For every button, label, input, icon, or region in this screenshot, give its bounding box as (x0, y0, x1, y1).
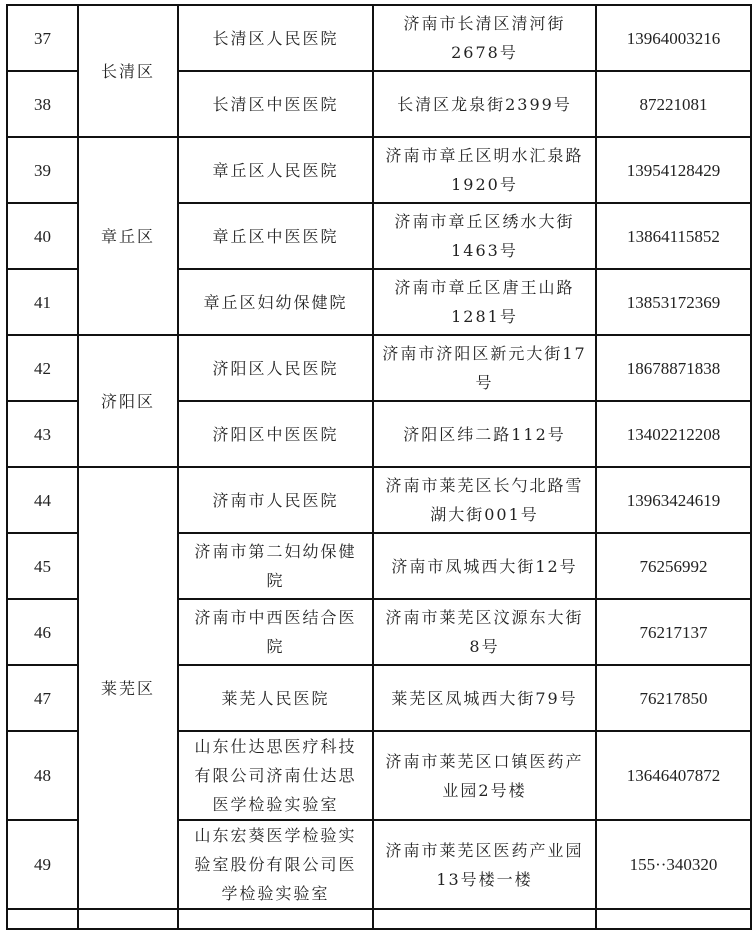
hospital-phone: 76217850 (596, 665, 751, 731)
district-cell: 济阳区 (78, 335, 178, 467)
hospital-address: 济南市济阳区新元大街17号 (373, 335, 596, 401)
empty-cell (7, 909, 78, 929)
row-number: 49 (7, 820, 78, 909)
row-number: 37 (7, 5, 78, 71)
table-row-partial (7, 909, 751, 929)
hospital-phone: 18678871838 (596, 335, 751, 401)
hospital-address: 济阳区纬二路112号 (373, 401, 596, 467)
district-cell: 长清区 (78, 5, 178, 137)
district-cell: 章丘区 (78, 137, 178, 335)
hospital-address: 济南市莱芜区汶源东大街8号 (373, 599, 596, 665)
hospital-name: 济阳区中医医院 (178, 401, 373, 467)
hospital-address: 济南市章丘区唐王山路1281号 (373, 269, 596, 335)
table-row (7, 467, 751, 533)
hospital-address: 济南市莱芜区医药产业园13号楼一楼 (373, 820, 596, 909)
hospital-name: 济南市中西医结合医院 (178, 599, 373, 665)
hospital-name: 山东仕达思医疗科技有限公司济南仕达思医学检验实验室 (178, 731, 373, 820)
hospital-table (6, 4, 752, 930)
empty-cell (178, 909, 373, 929)
hospital-phone: 13963424619 (596, 467, 751, 533)
hospital-name: 山东宏葵医学检验实验室股份有限公司医学检验实验室 (178, 820, 373, 909)
hospital-phone: 13402212208 (596, 401, 751, 467)
hospital-address: 长清区龙泉街2399号 (373, 71, 596, 137)
row-number: 41 (7, 269, 78, 335)
hospital-name: 章丘区中医医院 (178, 203, 373, 269)
hospital-phone: 13954128429 (596, 137, 751, 203)
table-row (7, 137, 751, 203)
hospital-phone: 155··340320 (596, 820, 751, 909)
district-cell: 莱芜区 (78, 467, 178, 909)
hospital-name: 济阳区人民医院 (178, 335, 373, 401)
row-number: 45 (7, 533, 78, 599)
row-number: 43 (7, 401, 78, 467)
row-number: 46 (7, 599, 78, 665)
hospital-phone: 76256992 (596, 533, 751, 599)
empty-cell (596, 909, 751, 929)
hospital-phone: 13864115852 (596, 203, 751, 269)
hospital-name: 莱芜人民医院 (178, 665, 373, 731)
hospital-name: 长清区人民医院 (178, 5, 373, 71)
row-number: 44 (7, 467, 78, 533)
table-row (7, 5, 751, 71)
hospital-address: 济南市凤城西大街12号 (373, 533, 596, 599)
hospital-address: 济南市章丘区绣水大街1463号 (373, 203, 596, 269)
hospital-name: 章丘区妇幼保健院 (178, 269, 373, 335)
hospital-address: 济南市长清区清河街2678号 (373, 5, 596, 71)
hospital-address: 济南市莱芜区长勺北路雪湖大街001号 (373, 467, 596, 533)
hospital-phone: 87221081 (596, 71, 751, 137)
hospital-name: 济南市人民医院 (178, 467, 373, 533)
hospital-phone: 13646407872 (596, 731, 751, 820)
hospital-name: 长清区中医医院 (178, 71, 373, 137)
row-number: 39 (7, 137, 78, 203)
hospital-phone: 76217137 (596, 599, 751, 665)
row-number: 40 (7, 203, 78, 269)
row-number: 47 (7, 665, 78, 731)
hospital-address: 济南市莱芜区口镇医药产业园2号楼 (373, 731, 596, 820)
empty-cell (78, 909, 178, 929)
row-number: 48 (7, 731, 78, 820)
empty-cell (373, 909, 596, 929)
hospital-name: 章丘区人民医院 (178, 137, 373, 203)
hospital-name: 济南市第二妇幼保健院 (178, 533, 373, 599)
row-number: 42 (7, 335, 78, 401)
hospital-address: 莱芜区凤城西大街79号 (373, 665, 596, 731)
hospital-phone: 13964003216 (596, 5, 751, 71)
hospital-phone: 13853172369 (596, 269, 751, 335)
table-row (7, 335, 751, 401)
hospital-address: 济南市章丘区明水汇泉路1920号 (373, 137, 596, 203)
row-number: 38 (7, 71, 78, 137)
